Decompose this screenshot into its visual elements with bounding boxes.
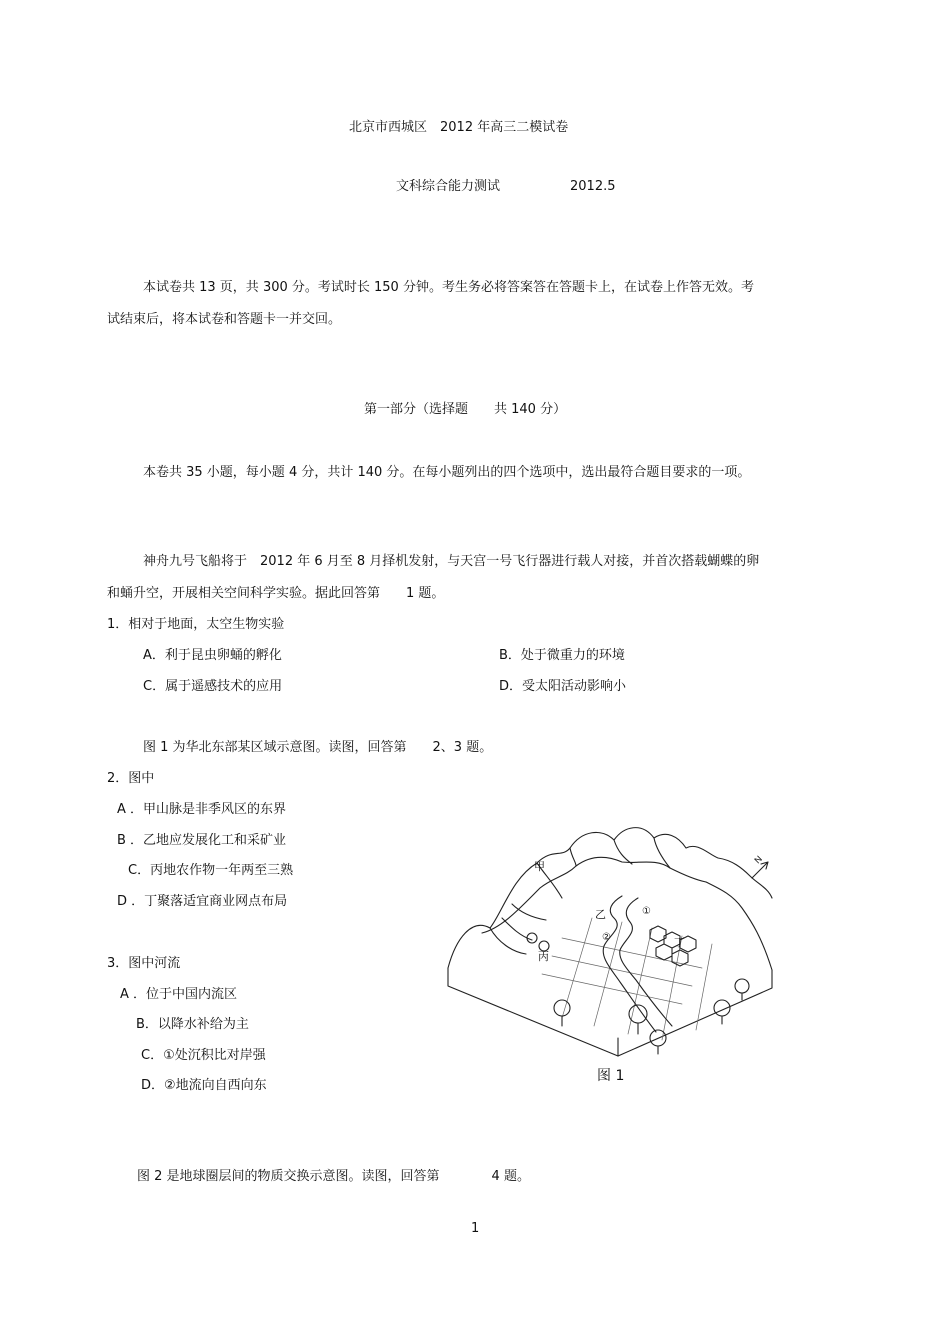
instructions-line-1: 本试卷共 13 页，共 300 分。考试时长 150 分钟。考生务必将答案答在答题卡上，在试卷上作答无效。考 (143, 280, 754, 295)
exam-subtitle: 文科综合能力测试 (396, 179, 501, 194)
figure-1-region-diagram (442, 818, 782, 1058)
marker-2: ② (602, 932, 611, 943)
q2-option-d: D ．丁聚落适宜商业网点布局 (117, 894, 288, 909)
tree-7 (539, 941, 549, 951)
q3-option-a: A ．位于中国内流区 (120, 987, 238, 1002)
figure-1-caption: 图 1 (597, 1068, 625, 1084)
q3-option-b: B．以降水补给为主 (136, 1017, 249, 1032)
label-yi: 乙 (595, 909, 606, 921)
exam-title: 北京市西城区 2012 年高三二模试卷 (349, 120, 569, 135)
q1-stem: 1．相对于地面，太空生物实验 (107, 617, 285, 632)
river-bank-right (620, 898, 672, 1026)
label-bing: 丙 (538, 951, 549, 963)
marker-1: ① (642, 906, 651, 917)
exam-date: 2012.5 (570, 179, 616, 194)
q1-option-b: B．处于微重力的环境 (499, 648, 625, 663)
part1-title: 第一部分（选择题 共 140 分） (364, 402, 567, 417)
q1-option-a: A．利于昆虫卵蛹的孵化 (143, 648, 282, 663)
passage1-line-2: 和蛹升空，开展相关空间科学实验。据此回答第 1 题。 (107, 586, 445, 601)
passage2: 图 1 为华北东部某区域示意图。读图，回答第 2、3 题。 (143, 740, 493, 755)
q1-option-d: D．受太阳活动影响小 (499, 679, 627, 694)
mountain-range-outline (448, 828, 772, 968)
q2-stem: 2．图中 (107, 771, 155, 786)
part1-intro: 本卷共 35 小题，每小题 4 分，共计 140 分。在每小题列出的四个选项中，选出最符合题目要求的一项。 (143, 465, 751, 480)
block-front-left-side (448, 968, 618, 1056)
block-front-right-side (618, 970, 772, 1056)
label-ding: 丁 (674, 937, 685, 949)
mountain-slope-lines (490, 904, 546, 954)
north-label: N (752, 853, 765, 866)
tree-5 (735, 979, 749, 993)
q2-option-b: B ．乙地应发展化工和采矿业 (117, 833, 287, 848)
q3-option-d: D．②地流向自西向东 (141, 1078, 267, 1093)
label-jia: 甲 (534, 861, 545, 873)
settlement-buildings (650, 926, 696, 966)
q2-option-a: A ．甲山脉是非季风区的东界 (117, 802, 287, 817)
mountain-ridge-back (537, 838, 670, 898)
q3-option-c: C．①处沉积比对岸强 (141, 1048, 266, 1063)
passage3: 图 2 是地球圈层间的物质交换示意图。读图，回答第 4 题。 (137, 1169, 530, 1184)
instructions-line-2: 试结束后，将本试卷和答题卡一并交回。 (107, 312, 342, 327)
q3-stem: 3．图中河流 (107, 956, 181, 971)
mountain-ridge-inner (482, 857, 706, 933)
q1-option-c: C．属于遥感技术的应用 (143, 679, 283, 694)
page-number: 1 (471, 1221, 480, 1236)
tree-1 (554, 1000, 570, 1016)
tree-6 (527, 933, 537, 943)
q2-option-c: C．丙地农作物一年两至三熟 (128, 863, 294, 878)
right-hills (706, 882, 772, 970)
passage1-line-1: 神舟九号飞船将于 2012 年 6 月至 8 月择机发射，与天宫一号飞行器进行载人对接，并首次搭载蝴蝶的卵 (143, 554, 760, 569)
